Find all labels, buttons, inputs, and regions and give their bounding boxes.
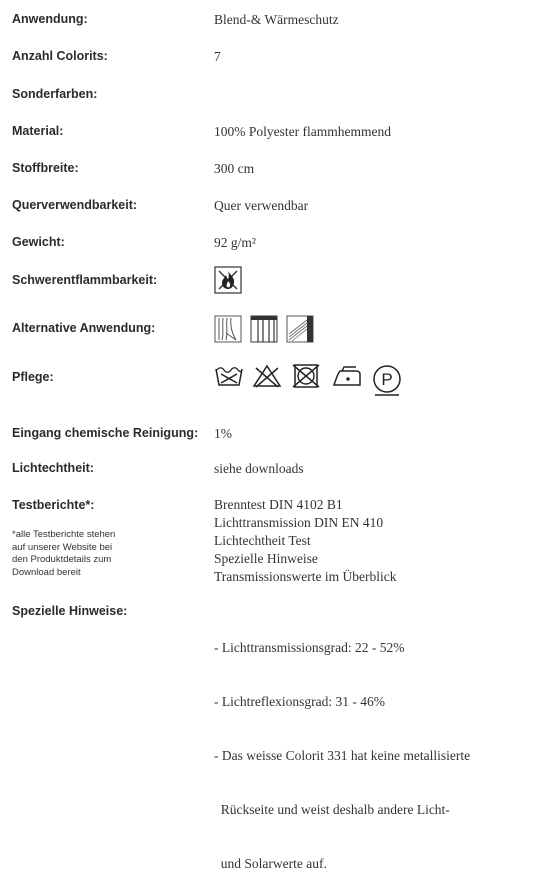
note-line: Download bereit bbox=[12, 566, 81, 578]
hinweis-line: - Lichttransmissionsgrad: 22 - 52% bbox=[214, 640, 405, 655]
label-stoffbreite: Stoffbreite: bbox=[12, 161, 79, 175]
value-lichtechtheit: siehe downloads bbox=[214, 461, 304, 476]
report-lichtechtheit-link[interactable]: Lichtechtheit Test bbox=[214, 533, 311, 548]
note-line: den Produktdetails zum bbox=[12, 554, 112, 565]
testberichte-note bbox=[12, 529, 115, 579]
testberichte-list bbox=[214, 496, 397, 586]
vertical-blind-icon bbox=[250, 315, 278, 343]
value-querverwendbarkeit: Quer verwendbar bbox=[214, 198, 309, 213]
label-gewicht: Gewicht: bbox=[12, 235, 65, 249]
label-lichtechtheit: Lichtechtheit: bbox=[12, 461, 94, 475]
label-spezielle-hinweise: Spezielle Hinweise: bbox=[12, 604, 128, 618]
hinweis-line: - Lichtreflexionsgrad: 31 - 46% bbox=[214, 694, 385, 709]
value-anzahl-colorits: 7 bbox=[214, 49, 221, 64]
no-bleach-icon bbox=[252, 364, 282, 388]
no-tumble-dry-icon bbox=[292, 364, 320, 388]
report-brenntest-link[interactable]: Brenntest DIN 4102 B1 bbox=[214, 497, 343, 512]
value-gewicht: 92 g/m² bbox=[214, 235, 256, 250]
note-line: auf unserer Website bei bbox=[12, 541, 113, 553]
label-anzahl-colorits: Anzahl Colorits: bbox=[12, 49, 108, 63]
report-lichttransmission-link[interactable]: Lichttransmission DIN EN 410 bbox=[214, 515, 384, 530]
label-alternative-anwendung: Alternative Anwendung: bbox=[12, 321, 156, 335]
hinweis-line: Rückseite und weist deshalb andere Licht- bbox=[214, 802, 450, 817]
label-anwendung: Anwendung: bbox=[12, 12, 88, 26]
svg-text:P: P bbox=[381, 370, 393, 389]
value-anwendung: Blend-& Wärmeschutz bbox=[214, 12, 339, 27]
value-stoffbreite: 300 cm bbox=[214, 161, 255, 176]
curtain-panel-icon bbox=[214, 315, 242, 343]
roller-blind-icon bbox=[286, 315, 314, 343]
note-line: *alle Testberichte stehen bbox=[12, 529, 116, 540]
label-sonderfarben: Sonderfarben: bbox=[12, 87, 98, 101]
wash-30-icon bbox=[214, 364, 244, 388]
iron-low-icon bbox=[332, 364, 362, 388]
report-transmissionswerte-link[interactable]: Transmissionswerte im Überblick bbox=[214, 569, 397, 584]
label-querverwendbarkeit: Querverwendbarkeit: bbox=[12, 198, 138, 212]
dry-clean-p-icon bbox=[370, 364, 404, 398]
value-eingang-chemische-reinigung: 1% bbox=[214, 426, 232, 441]
label-testberichte: Testberichte*: bbox=[12, 498, 95, 512]
report-hinweise-link[interactable]: Spezielle Hinweise bbox=[214, 551, 318, 566]
hinweis-line: - Das weisse Colorit 331 hat keine metallisierte bbox=[214, 748, 471, 763]
label-schwerentflammbarkeit: Schwerentflammbarkeit: bbox=[12, 273, 158, 287]
flame-retardant-icon bbox=[214, 266, 242, 294]
hinweise-list bbox=[214, 603, 470, 891]
label-material: Material: bbox=[12, 124, 64, 138]
label-pflege: Pflege: bbox=[12, 370, 54, 384]
value-material: 100% Polyester flammhemmend bbox=[214, 124, 391, 139]
label-eingang-chemische-reinigung: Eingang chemische Reinigung: bbox=[12, 426, 199, 440]
hinweis-line: und Solarwerte auf. bbox=[214, 856, 327, 871]
